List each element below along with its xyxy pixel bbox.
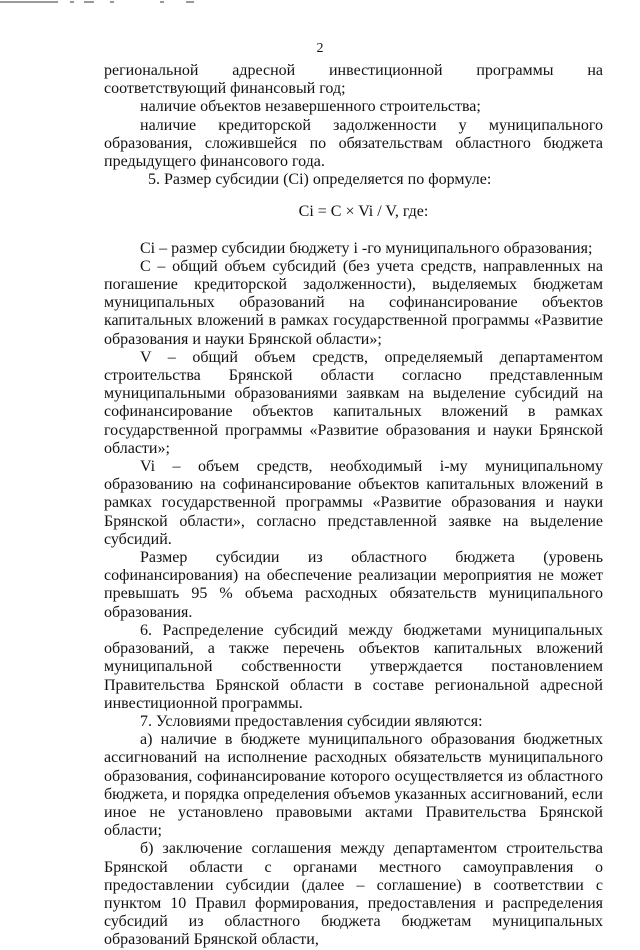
paragraph: а) наличие в бюджете муниципального образования бюджетных ассигнований на исполнение расходных обязательств муниципального образования, софинансирование которого осуществляется из областного бюджета, и порядка определения объемов указанных ассигнований, если иное не установлено правовыми актами Правительства Брянской области; [104, 731, 603, 840]
paragraph: 7. Условиями предоставления субсидии являются: [140, 712, 483, 730]
document-body [104, 62, 603, 950]
page-number: 2 [316, 41, 324, 56]
scan-artifact-top [0, 0, 230, 6]
paragraph: наличие объектов незавершенного строительства; [140, 98, 481, 116]
paragraph: Ci – размер субсидии бюджету i -го муниципального образования; [140, 239, 593, 257]
paragraph: Vi – объем средств, необходимый i-му муниципальному образованию на софинансирование объектов капитальных вложений в рамках государственной программы «Развитие образования и науки Брянской области», согласно представленной заявке на выделение субсидий. [104, 458, 603, 548]
paragraph: наличие кредиторской задолженности у муниципального образования, сложившейся по обязательствам областного бюджета предыдущего финансового года. [104, 116, 603, 171]
paragraph: б) заключение соглашения между департаментом строительства Брянской области с органами местного самоуправления о предоставлении субсидии (далее – соглашение) в соответствии с пунктом 10 Правил формирования, предоставления и распределения субсидий из областного бюджета бюджетам муниципальных образований Брянской области, [104, 840, 603, 949]
paragraph: 6. Распределение субсидий между бюджетами муниципальных образований, а также перечень объектов капитальных вложений муниципальной собственности утверждается постановлением Правительства Брянской области в составе региональной адресной инвестиционной программы. [104, 621, 603, 712]
paragraph: V – общий объем средств, определяемый департаментом строительства Брянской области согласно представленным муниципальными образованиями заявкам на выделение субсидий на софинансирование объектов капитальных вложений в рамках государственной программы «Развитие образования и науки Брянской области»; [104, 348, 603, 457]
paragraph: Размер субсидии из областного бюджета (уровень софинансирования) на обеспечение реализации мероприятия не может превышать 95 % объема расходных обязательств муниципального образования. [104, 549, 603, 621]
paragraph: C – общий объем субсидий (без учета средств, направленных на погашение кредиторской задолженности), выделяемых бюджетам муниципальных образований на софинансирование объектов капитальных вложений в рамках государственной программы «Развитие образования и науки Брянской области»; [104, 257, 603, 348]
paragraph: региональной адресной инвестиционной программы на соответствующий финансовый год; [104, 62, 603, 98]
formula: Ci = C × Vi / V, где: [298, 203, 429, 221]
paragraph: 5. Размер субсидии (Ci) определяется по формуле: [148, 171, 492, 189]
